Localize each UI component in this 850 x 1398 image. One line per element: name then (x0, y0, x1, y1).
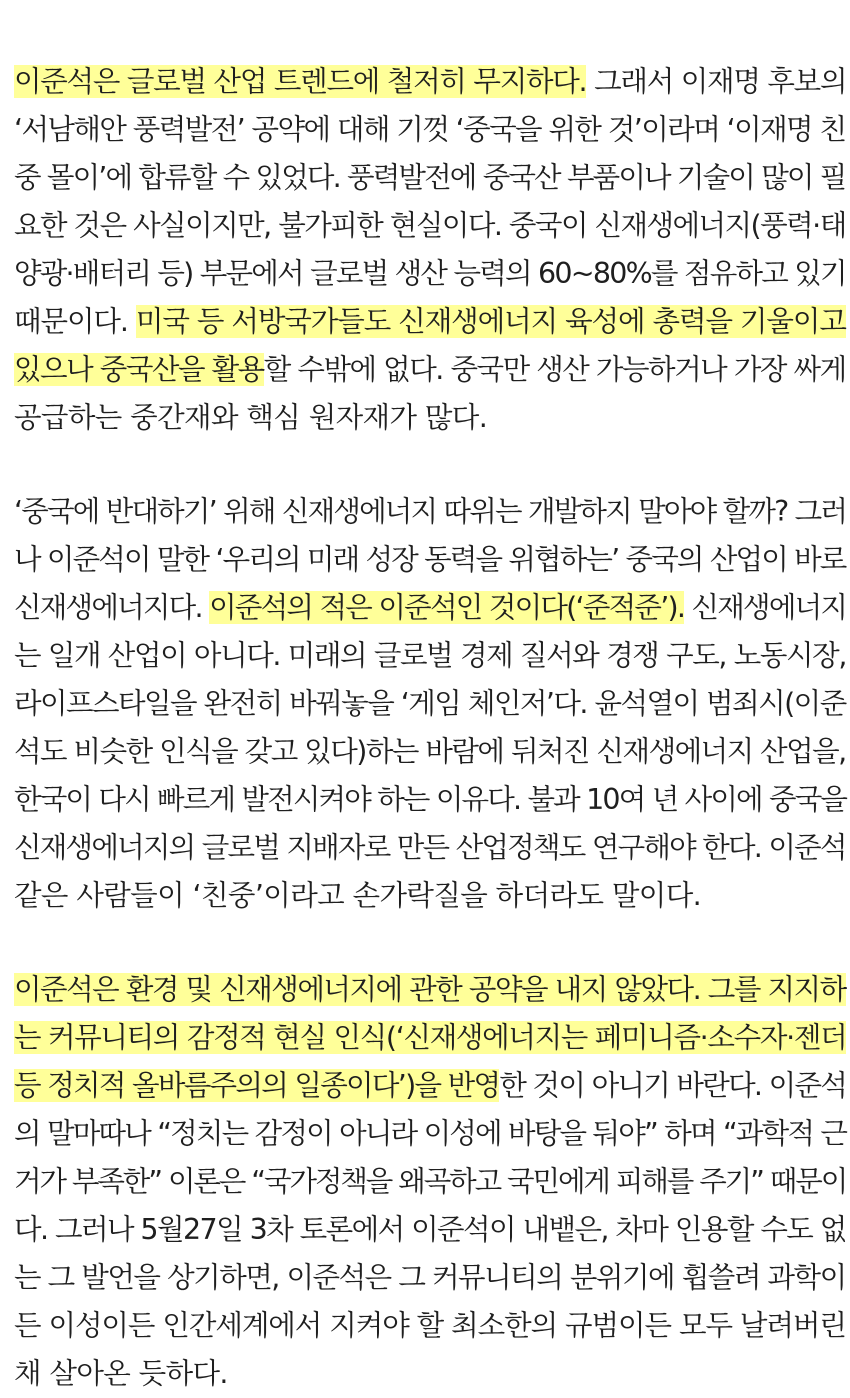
text-segment: 는 그 발언을 상기하면, 이준석은 그 커뮤니티의 분위기에 휩쓸려 과학이 (14, 1261, 846, 1294)
text-line (14, 536, 848, 584)
text-segment: 같은 사람들이 ‘친중’이라고 손가락질을 하더라도 말이다. (14, 879, 702, 912)
text-segment: 는 일개 산업이 아니다. 미래의 글로벌 경제 질서와 경쟁 구도, 노동시장, (14, 639, 846, 672)
text-line (14, 1110, 848, 1158)
text-segment: 라이프스타일을 완전히 바꿔놓을 ‘게임 체인저’다. 윤석열이 범죄시(이준 (14, 687, 846, 720)
text-segment: 의 말마따나 “정치는 감정이 아니라 이성에 바탕을 둬야” 하며 “과학적 근 (14, 1117, 847, 1150)
highlighted-text: 이준석의 적은 이준석인 것이다(‘준적준’). (209, 591, 685, 624)
text-segment: 공급하는 중간재와 핵심 원자재가 많다. (14, 401, 488, 434)
highlighted-text: 등 정치적 올바름주의의 일종이다’)을 반영 (14, 1069, 500, 1102)
text-line (14, 632, 848, 680)
text-segment: 거가 부족한” 이론은 “국가정책을 왜곡하고 국민에게 피해를 주기” 때문이 (14, 1165, 847, 1198)
article-body (14, 58, 848, 1398)
text-segment: 신재생에너지의 글로벌 지배자로 만든 산업정책도 연구해야 한다. 이준석 (14, 831, 846, 864)
text-line (14, 584, 848, 632)
text-line (14, 154, 848, 202)
text-segment: 한 것이 아니기 바란다. 이준석 (499, 1069, 847, 1102)
article-paragraph (14, 488, 848, 920)
text-segment: 한국이 다시 빠르게 발전시켜야 하는 이유다. 불과 10여 년 사이에 중국을 (14, 783, 847, 816)
text-segment: 나 이준석이 말한 ‘우리의 미래 성장 동력을 위협하는’ 중국의 산업이 바로 (14, 543, 846, 576)
text-line (14, 776, 848, 824)
text-line (14, 1158, 848, 1206)
text-line (14, 680, 848, 728)
text-line (14, 202, 848, 250)
text-line (14, 1062, 848, 1110)
text-segment: 다. 그러나 5월27일 3차 토론에서 이준석이 내뱉은, 차마 인용할 수도 없 (14, 1213, 846, 1246)
text-segment: 채 살아온 듯하다. (14, 1357, 228, 1390)
text-line (14, 728, 848, 776)
text-line (14, 346, 848, 394)
text-line (14, 106, 848, 154)
article-paragraph (14, 966, 848, 1398)
text-line (14, 250, 848, 298)
text-segment: 든 이성이든 인간세계에서 지켜야 할 최소한의 규범이든 모두 날려버린 (14, 1309, 846, 1342)
text-segment: 할 수밖에 없다. 중국만 생산 가능하거나 가장 싸게 (263, 353, 846, 386)
text-segment: 중 몰이’에 합류할 수 있었다. 풍력발전에 중국산 부품이나 기술이 많이 필 (14, 161, 846, 194)
highlighted-text: 이준석은 글로벌 산업 트렌드에 철저히 무지하다. (14, 65, 587, 98)
text-line (14, 872, 848, 920)
text-line (14, 1350, 848, 1398)
text-line (14, 824, 848, 872)
text-segment: ‘서남해안 풍력발전’ 공약에 대해 기껏 ‘중국을 위한 것’이라며 ‘이재명 친 (14, 113, 846, 146)
text-line (14, 298, 848, 346)
highlighted-text: 미국 등 서방국가들도 신재생에너지 육성에 총력을 기울이고 (135, 305, 846, 338)
text-line (14, 1206, 848, 1254)
text-line (14, 1254, 848, 1302)
text-line (14, 394, 848, 442)
text-line (14, 966, 848, 1014)
article-paragraph (14, 58, 848, 442)
text-line (14, 1302, 848, 1350)
text-line (14, 58, 848, 106)
highlighted-text: 이준석은 환경 및 신재생에너지에 관한 공약을 내지 않았다. 그를 지지하 (14, 973, 846, 1006)
text-segment: 신재생에너지다. (14, 591, 210, 624)
text-segment: 그래서 이재명 후보의 (586, 65, 847, 98)
text-segment: 석도 비슷한 인식을 갖고 있다)하는 바람에 뒤처진 신재생에너지 산업을, (14, 735, 846, 768)
text-segment: 신재생에너지 (684, 591, 847, 624)
text-segment: 때문이다. (14, 305, 136, 338)
text-line (14, 488, 848, 536)
text-segment: 양광·배터리 등) 부문에서 글로벌 생산 능력의 60~80%를 점유하고 있기 (14, 257, 846, 290)
text-segment: ‘중국에 반대하기’ 위해 신재생에너지 따위는 개발하지 말아야 할까? 그러 (14, 495, 847, 528)
text-segment: 요한 것은 사실이지만, 불가피한 현실이다. 중국이 신재생에너지(풍력·태 (14, 209, 846, 242)
text-line (14, 1014, 848, 1062)
highlighted-text: 있으나 중국산을 활용 (14, 353, 264, 386)
highlighted-text: 는 커뮤니티의 감정적 현실 인식(‘신재생에너지는 페미니즘·소수자·젠더 (14, 1021, 847, 1054)
